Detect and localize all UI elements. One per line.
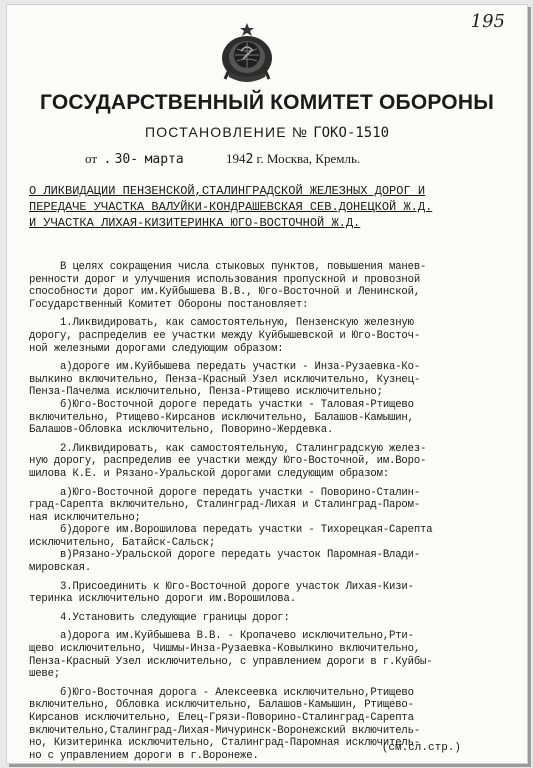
- body-line: дорогу, распределив ее участки между Куйбышевской и Юго-Восточ-: [29, 329, 421, 342]
- body-line: но с управлением дороги в г.Воронеже.: [29, 749, 259, 762]
- title-line: ПЕРЕДАЧЕ УЧАСТКА ВАЛУЙКИ-КОНДРАШЕВСКАЯ СЕВ.ДОНЕЦКОЙ Ж.Д.: [29, 200, 433, 214]
- body-line: мировская.: [29, 562, 92, 575]
- date-line: от . 30- марта 1942 г. Москва, Кремль.: [85, 151, 361, 167]
- body-line: щево исключительно, Чишмы-Инза-Рузаевка-Ковылкино включительно,: [29, 643, 421, 656]
- body-line: теринка исключительно дороги им.Ворошилова.: [29, 593, 296, 606]
- body-line: град-Сарепта включительно, Сталинград-Лихая и Сталинград-Паром-: [29, 499, 421, 512]
- body-line: включительно,Сталинград-Лихая-Мичуринск-Воронежский включитель-: [29, 724, 421, 737]
- body-line: но, Кизитеринка исключительно, Сталинград-Паромная исключитель-: [29, 737, 421, 750]
- ussr-emblem-icon: [219, 21, 275, 87]
- body-line: шеве;: [29, 668, 61, 681]
- date-prefix: от: [85, 151, 98, 166]
- body-line: б)дороге им.Ворошилова передать участки - Тихорецкая-Сарепта: [29, 524, 433, 537]
- date-place: г. Москва, Кремль.: [256, 151, 361, 166]
- title-line: И УЧАСТКА ЛИХАЯ-КИЗИТЕРИНКА ЮГО-ВОСТОЧНОЙ Ж.Д.: [29, 216, 361, 230]
- body-line: Кирсанов исключительно, Елец-Грязи-Поворино-Сталинград-Сарепта: [29, 712, 414, 724]
- body-line: б)Юго-Восточная дорога - Алексеевка исключительно,Ртищево: [29, 686, 414, 699]
- body-line: Балашов-Обловка исключительно, Поворино-Жердевка.: [29, 424, 334, 437]
- body-line: а)дорога им.Куйбышева В.В. - Кропачево исключительно,Рти-: [29, 630, 414, 643]
- body-line: 4.Установить следующие границы дорог:: [29, 611, 290, 624]
- body-line: ренности дорог и улучшения использования пропускной и провозной: [29, 273, 421, 286]
- decree-label: ПОСТАНОВЛЕНИЕ №: [144, 124, 309, 140]
- date-year-suffix: 2: [245, 152, 254, 167]
- body-line: вылкино включительно, Пенза-Красный Узел исключительно, Кузнец-: [29, 373, 421, 386]
- decree-title: [29, 183, 509, 231]
- body-line: включительно, Обловка исключительно, Балашов-Камышин, Ртищево-: [29, 699, 414, 712]
- body-line: Пенза-Красный Узел исключительно, с управлением дороги в г.Куйбы-: [29, 655, 433, 668]
- body-line: а)Юго-Восточной дороге передать участки - Поворино-Сталин-: [29, 486, 421, 499]
- date-month: марта: [144, 152, 184, 167]
- decree-line: [7, 124, 527, 141]
- body-line: ную дорогу, распределив ее участки между Юго-Восточной, им.Воро-: [29, 455, 427, 468]
- body-line: способности дорог им.Куйбышева В.В., Юго-Восточной и Ленинской,: [29, 286, 421, 299]
- body-line: Государственный Комитет Обороны постановляет:: [29, 298, 309, 311]
- body-line: 2.Ликвидировать, как самостоятельную, Сталинградскую желез-: [29, 442, 427, 455]
- document-page: [6, 4, 528, 764]
- body-line: б)Юго-Восточной дороге передать участки - Таловая-Ртищево: [29, 398, 414, 411]
- continued-note: (см.сл.стр.): [381, 742, 461, 754]
- date-day: 30: [114, 152, 131, 167]
- body-line: ной железными дорогами следующим образом:: [29, 342, 284, 355]
- body-line: а)дороге им.Куйбышева передать участки - Инза-Рузаевка-Ко-: [29, 361, 421, 374]
- committee-heading: ГОСУДАРСТВЕННЫЙ КОМИТЕТ ОБОРОНЫ: [40, 91, 494, 114]
- body-line: ная исключительно;: [29, 511, 141, 524]
- decree-number: ГОКО-1510: [313, 125, 390, 141]
- decree-body: [29, 261, 515, 762]
- title-line: О ЛИКВИДАЦИИ ПЕНЗЕНСКОЙ,СТАЛИНГРАДСКОЙ ЖЕЛЕЗНЫХ ДОРОГ И: [29, 184, 426, 198]
- body-line: В целях сокращения числа стыковых пунктов, повышения манев-: [29, 261, 427, 273]
- body-line: исключительно, Батайск-Сальск;: [29, 536, 216, 549]
- body-line: включительно, Ртищево-Кирсанов исключительно, Балашов-Камышин,: [29, 411, 414, 424]
- page-number: 195: [470, 11, 505, 32]
- date-year-prefix: 194: [225, 151, 246, 166]
- body-line: шилова К.Е. и Рязано-Уральской дорогами следующим образом:: [29, 467, 390, 480]
- body-line: 3.Присоединить к Юго-Восточной дороге участок Лихая-Кизи-: [29, 580, 414, 593]
- body-line: в)Рязано-Уральской дороге передать участок Паромная-Влади-: [29, 549, 421, 562]
- body-line: Пенза-Пачелма исключительно, Пенза-Ртищево исключительно;: [29, 386, 383, 399]
- body-line: 1.Ликвидировать, как самостоятельную, Пензенскую железную: [29, 317, 414, 330]
